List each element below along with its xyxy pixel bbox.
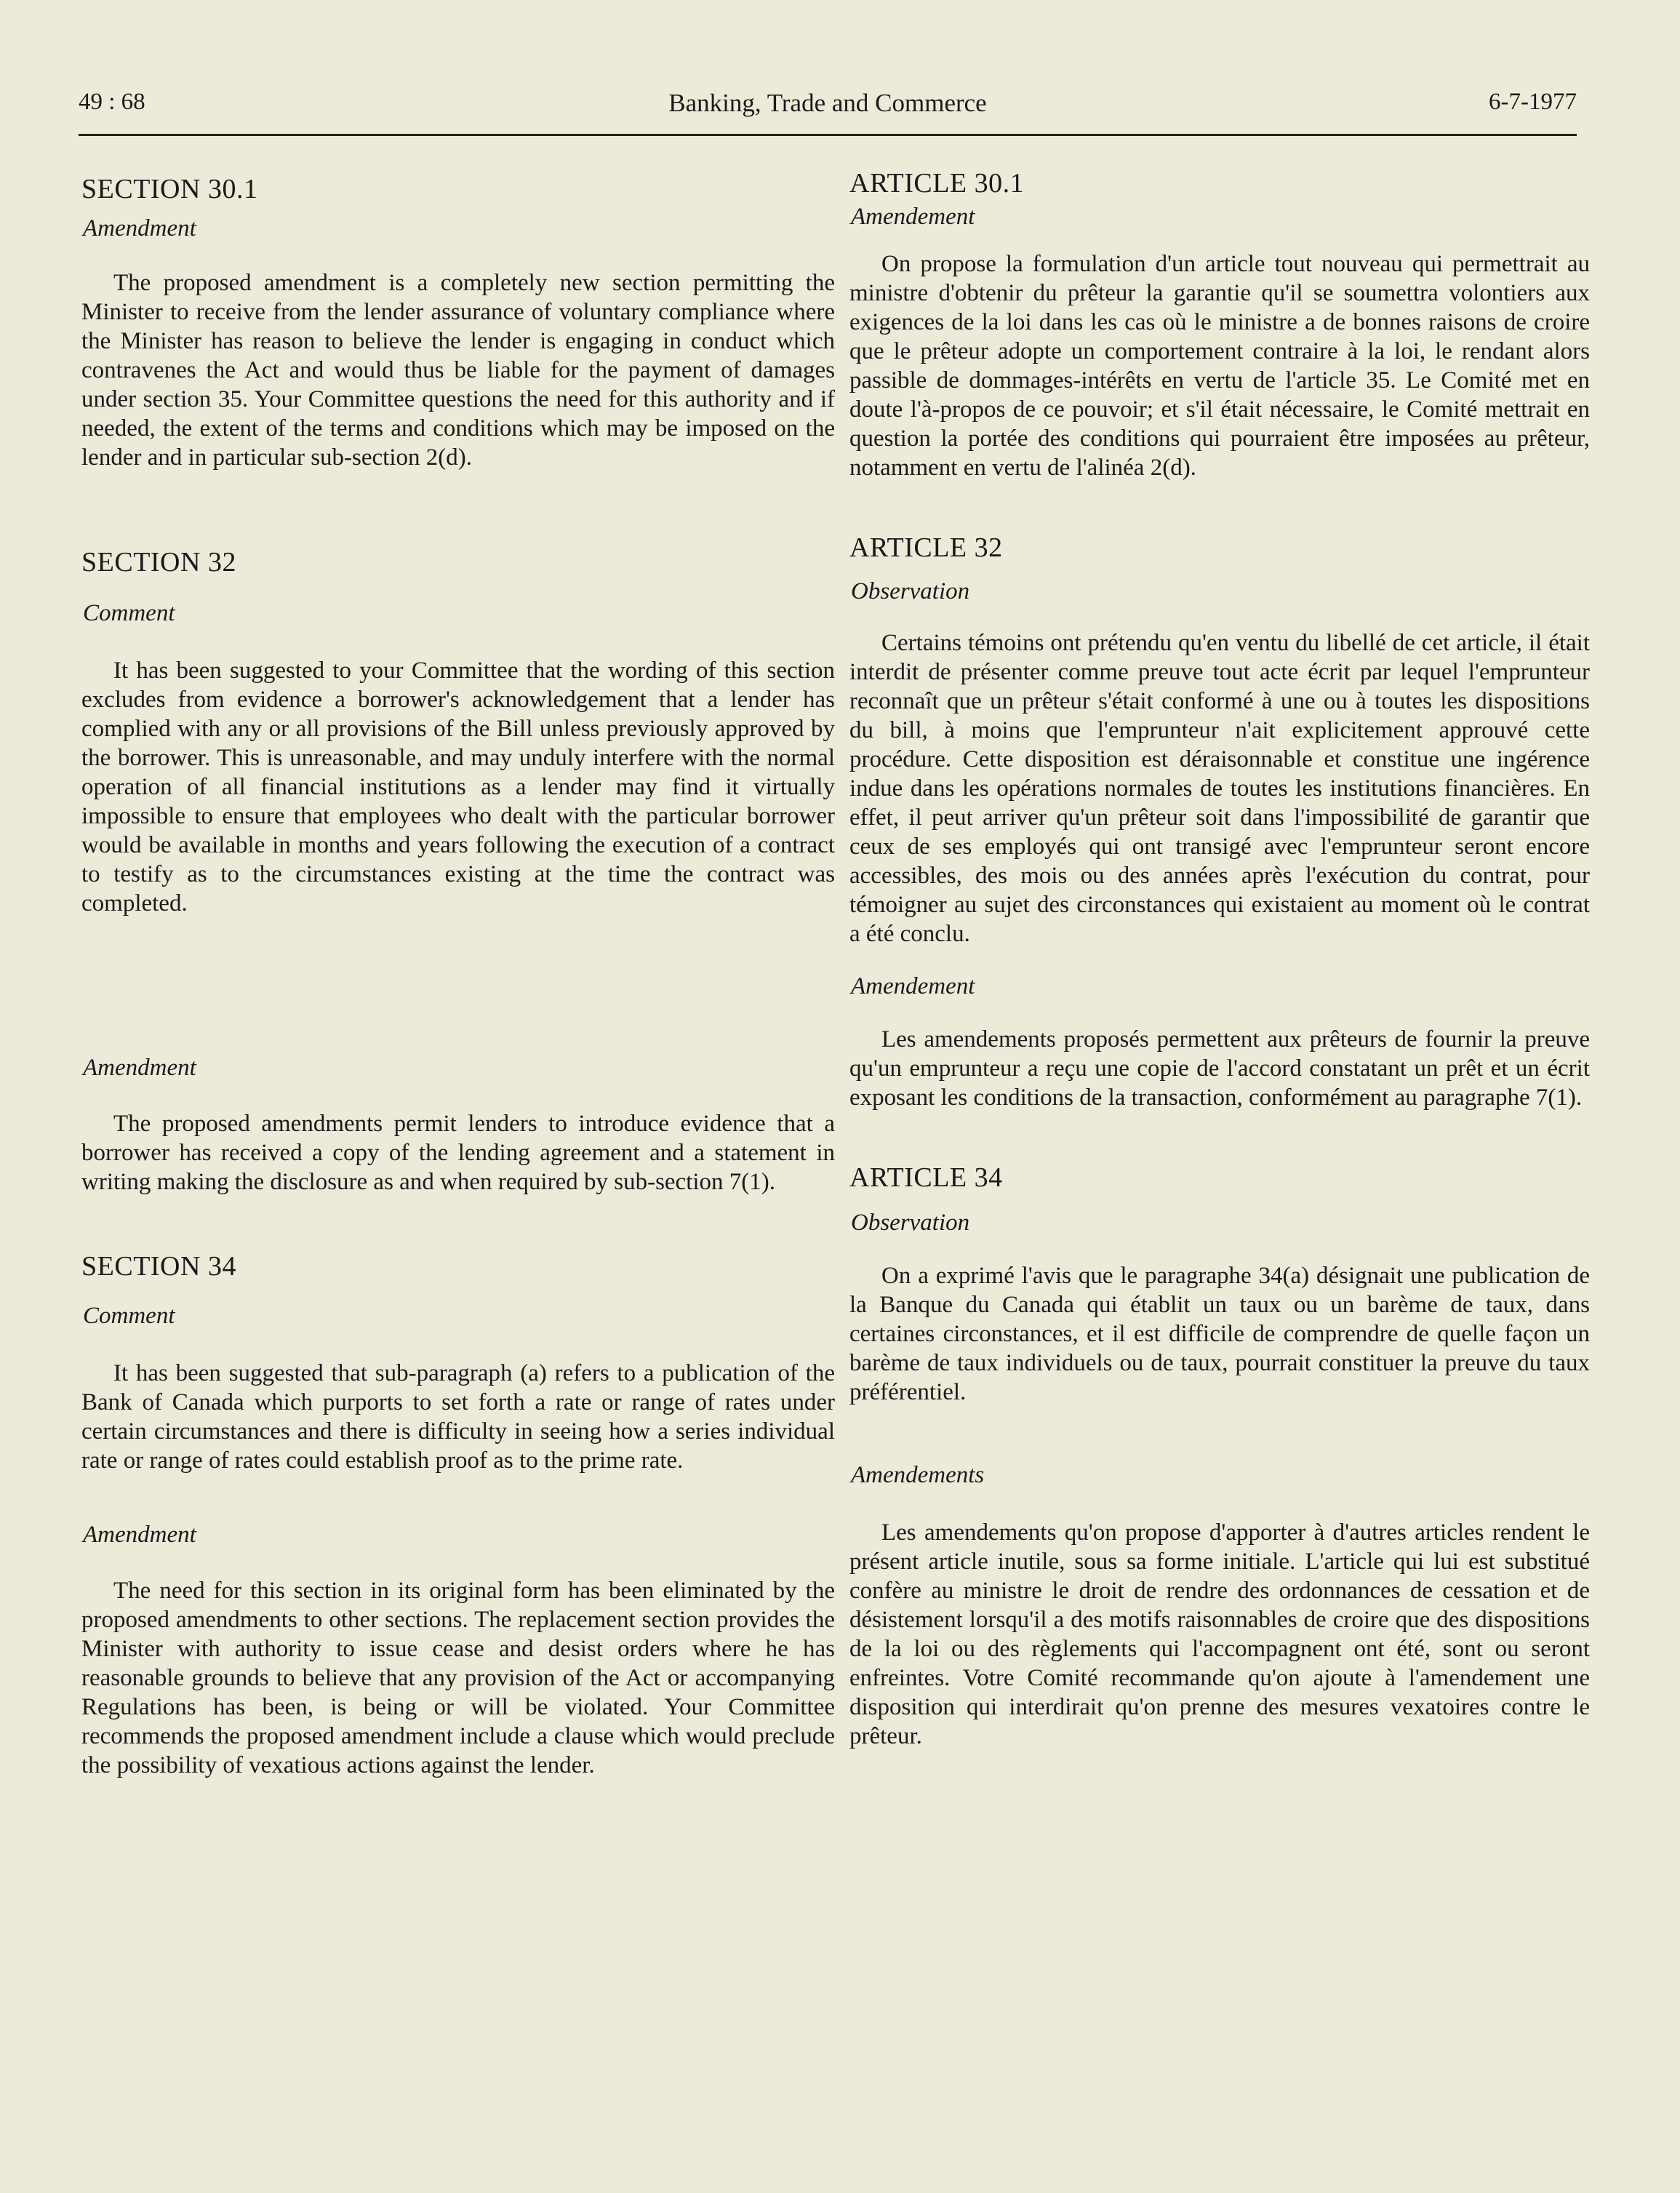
running-title: Banking, Trade and Commerce	[668, 89, 987, 117]
amendment-text: The proposed amendments permit lenders to introduce evidence that a borrower has received a copy of the lending agreement and a statement in writing making the disclosure as and when required by sub-section 7(1).	[81, 1111, 835, 1195]
comment-label: Observation	[851, 578, 970, 604]
comment-label: Comment	[83, 1303, 175, 1329]
amendment-text: Les amendements qu'on propose d'apporter à d'autres articles rendent le présent article inutile, sous sa forme initiale. L'article qui lui est substitué confère au ministre le droit de rendre des ordonnances de cessation et de désistement lorsqu'il a des motifs raisonnables de croire que des dispositions de la loi ou des règlements qui l'accompagnent ont été, sont ou seront enfreintes. Votre Comité recommande qu'on ajoute à l'amendement une disposition qui interdirait qu'on prenne des mesures vexatoires contre le prêteur.	[849, 1519, 1590, 1749]
comment-text: On a exprimé l'avis que le paragraphe 34(a) désignait une publication de la Banque du Canada qui établit un taux ou un barème de taux, dans certaines circonstances, et il est difficile de comprendre de quelle façon un barème de taux individuels ou de taux, pourrait constituer la preuve du taux préférentiel.	[849, 1263, 1590, 1405]
section-title: SECTION 32	[81, 547, 236, 578]
comment-text: It has been suggested to your Committee that the wording of this section excludes from evidence a borrower's acknowledgement that a lender has complied with any or all provisions of the Bill unless previously approved by the borrower. This is unreasonable, and may unduly interfere with the normal operation of all financial institutions as a lender may find it virtually impossible to ensure that employees who dealt with the particular borrower would be available in months and years following the execution of a contract to testify as to the circumstances existing at the time the contract was completed.	[81, 658, 835, 916]
comment-label: Comment	[83, 600, 175, 626]
article-title: ARTICLE 32	[849, 532, 1003, 563]
header-date: 6-7-1977	[1489, 89, 1577, 115]
amendment-text: Les amendements proposés permettent aux prêteurs de fournir la preuve qu'un emprunteur a reçu une copie de l'accord constatant un prêt et un écrit exposant les conditions de la transaction, conformément au paragraphe 7(1).	[849, 1026, 1590, 1111]
article-34	[849, 1162, 1590, 1751]
article-title: ARTICLE 30.1	[849, 168, 1025, 199]
page-number: 49 : 68	[79, 89, 145, 115]
page-header	[79, 86, 1577, 136]
french-column	[849, 167, 1590, 1751]
article-32	[849, 532, 1590, 1112]
amendment-label: Amendement	[851, 973, 975, 999]
section-30-1	[81, 173, 835, 472]
english-column	[81, 173, 835, 1780]
article-title: ARTICLE 34	[849, 1162, 1003, 1193]
comment-text: Certains témoins ont prétendu qu'en ventu du libellé de cet article, il était interdit de présenter comme preuve tout acte écrit par lequel l'emprunteur reconnaît que un prêteur s'était conformé à une ou à toutes les dispositions du bill, à moins que l'emprunteur n'ait explicitement approuvé cette procédure. Cette disposition est déraisonnable et constitue une ingérence indue dans les opérations normales de toutes les institutions financières. En effet, il peut arriver qu'un prêteur soit dans l'impossibilité de garantir que ceux de ses employés qui ont transigé avec l'emprunteur seront encore accessibles, des mois ou des années après l'exécution du contrat, pour témoigner au sujet des circonstances qui existaient au moment où le contrat a été conclu.	[849, 630, 1590, 947]
article-30-1	[849, 167, 1590, 482]
amendment-label: Amendment	[83, 215, 196, 241]
amendment-label: Amendment	[83, 1522, 196, 1548]
amendment-label: Amendment	[83, 1055, 196, 1081]
section-title: SECTION 30.1	[81, 174, 258, 204]
amendment-text: The need for this section in its original form has been eliminated by the proposed amendments to other sections. The replacement section provides the Minister with authority to issue cease and desist orders where he has reasonable grounds to believe that any provision of the Act or accompanying Regulations has been, is being or will be violated. Your Committee recommends the proposed amendment include a clause which would preclude the possibility of vexatious actions against the lender.	[81, 1578, 835, 1778]
amendment-label: Amendement	[851, 204, 975, 230]
section-title: SECTION 34	[81, 1251, 236, 1282]
amendment-label: Amendements	[851, 1462, 985, 1488]
amendment-text: The proposed amendment is a completely new section permitting the Minister to receive from the lender assurance of voluntary compliance where the Minister has reason to believe the lender is engaging in conduct which contravenes the Act and would thus be liable for the payment of damages under section 35. Your Committee questions the need for this authority and if needed, the extent of the terms and conditions which may be imposed on the lender and in particular sub-section 2(d).	[81, 270, 835, 471]
amendment-text: On propose la formulation d'un article tout nouveau qui permettrait au ministre d'obtenir du prêteur la garantie qu'il se soumettra volontiers aux exigences de la loi dans les cas où le ministre a de bonnes raisons de croire que le prêteur adopte un comportement contraire à la loi, le rendant alors passible de dommages-intérêts en vertu de l'article 35. Le Comité met en doute l'à-propos de ce pouvoir; et s'il était nécessaire, le Comité mettrait en question la portée des conditions qui pourraient être imposées au prêteur, notamment en vertu de l'alinéa 2(d).	[849, 251, 1590, 481]
section-32	[81, 546, 835, 1197]
section-34	[81, 1250, 835, 1780]
comment-label: Observation	[851, 1210, 970, 1236]
comment-text: It has been suggested that sub-paragraph (a) refers to a publication of the Bank of Canada which purports to set forth a rate or range of rates under certain circumstances and there is difficulty in seeing how a series individual rate or range of rates could establish proof as to the prime rate.	[81, 1360, 835, 1474]
